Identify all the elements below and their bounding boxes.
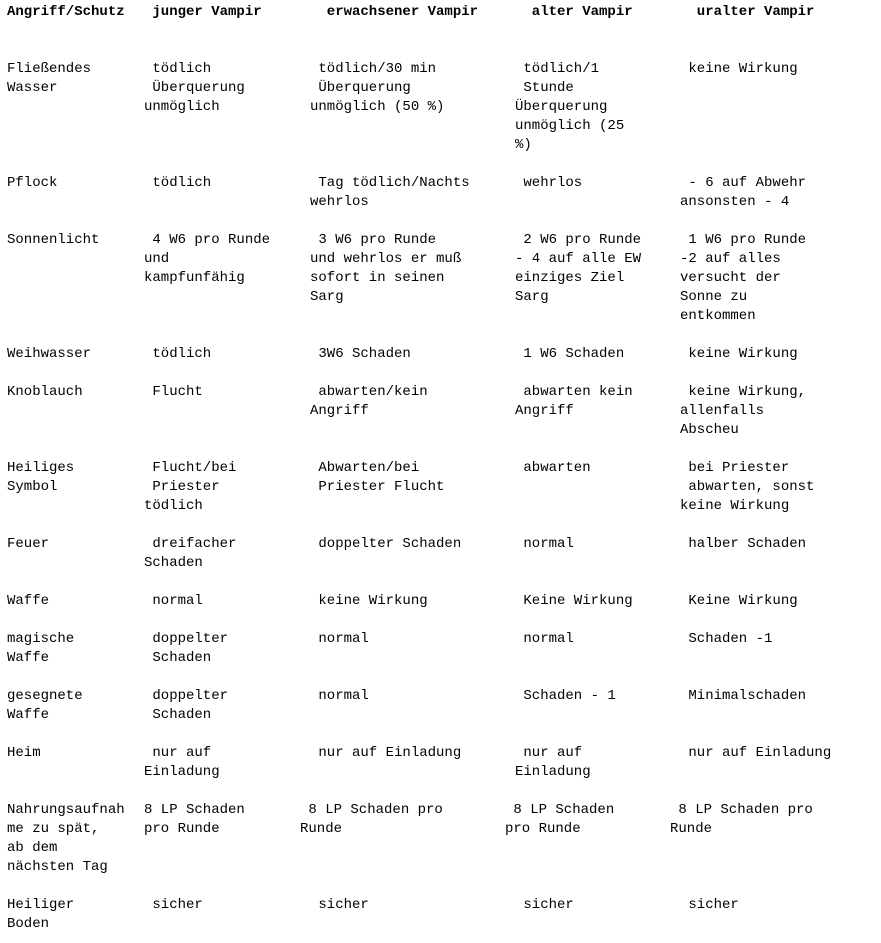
table-cell: normal: [515, 631, 574, 647]
row-label: Feuer: [7, 536, 50, 552]
row-label: Heiliger Boden: [7, 897, 75, 932]
table-cell: Tag tödlich/Nachts wehrlos: [310, 175, 470, 210]
table-cell: Abwarten/bei Priester Flucht: [318, 460, 445, 495]
table-cell: Flucht/bei Priester tödlich: [144, 460, 237, 514]
table-cell: 3 W6 pro Runde und wehrlos er muß sofort in seinen Sarg: [310, 232, 462, 305]
table-cell: Minimalschaden: [680, 688, 807, 704]
header-cell-adult-vampire: erwachsener Vampir: [310, 4, 479, 20]
table-cell: Schaden -1: [680, 631, 773, 647]
table-cell: 3W6 Schaden: [310, 346, 411, 362]
table-cell: Keine Wirkung: [515, 593, 633, 609]
table-cell: nur auf Einladung: [310, 745, 462, 761]
table-cell: 8 LP Schaden pro Runde: [505, 802, 615, 837]
table-cell: normal: [144, 593, 203, 609]
table-cell: sicher: [310, 897, 369, 913]
row-label: Heim: [7, 745, 41, 761]
row-label: Heiliges Symbol: [7, 460, 75, 495]
table-cell: tödlich/30 min Überquerung unmöglich (50 %): [310, 61, 445, 115]
table-cell: 8 LP Schaden pro Runde: [300, 802, 443, 837]
table-cell: normal: [515, 536, 574, 552]
table-cell: sicher: [515, 897, 574, 913]
table-cell: sicher: [144, 897, 203, 913]
header-cell-old-vampire: alter Vampir: [515, 4, 633, 20]
header-cell-attack: Angriff/Schutz: [7, 4, 125, 20]
table-cell: Flucht: [144, 384, 203, 400]
table-cell: keine Wirkung: [680, 61, 798, 77]
table-cell: doppelter Schaden: [310, 536, 462, 552]
table-cell: normal: [310, 631, 369, 647]
row-label: Pflock: [7, 175, 58, 191]
table-cell: nur auf Einladung: [515, 745, 591, 780]
table-cell: 1 W6 Schaden: [515, 346, 625, 362]
table-cell: halber Schaden: [680, 536, 807, 552]
table-cell: nur auf Einladung: [144, 745, 220, 780]
table-cell: Schaden - 1: [515, 688, 616, 704]
table-cell: doppelter Schaden: [152, 631, 229, 666]
row-label: Knoblauch: [7, 384, 83, 400]
table-cell: keine Wirkung: [310, 593, 428, 609]
table-cell: nur auf Einladung: [680, 745, 832, 761]
table-cell: 1 W6 pro Runde -2 auf alles versucht der Sonne zu entkommen: [680, 232, 807, 324]
table-cell: Keine Wirkung: [680, 593, 798, 609]
table-cell: dreifacher Schaden: [144, 536, 237, 571]
row-label: Fließendes Wasser: [7, 61, 92, 96]
table-cell: keine Wirkung, allenfalls Abscheu: [680, 384, 807, 438]
table-cell: keine Wirkung: [680, 346, 798, 362]
table-cell: doppelter Schaden: [152, 688, 229, 723]
table-cell: sicher: [680, 897, 739, 913]
table-cell: 8 LP Schaden pro Runde: [670, 802, 813, 837]
table-cell: abwarten: [515, 460, 591, 476]
table-cell: normal: [310, 688, 369, 704]
table-cell: tödlich/1 Stunde Überquerung unmöglich (25 %): [515, 61, 625, 153]
table-cell: 8 LP Schaden pro Runde: [144, 802, 245, 837]
table-cell: abwarten kein Angriff: [515, 384, 633, 419]
table-cell: 4 W6 pro Runde und kampfunfähig: [144, 232, 271, 286]
table-cell: abwarten/kein Angriff: [310, 384, 428, 419]
table-cell: tödlich: [144, 346, 212, 362]
row-label: magische Waffe: [7, 631, 75, 666]
table-cell: tödlich Überquerung unmöglich: [144, 61, 245, 115]
header-cell-young-vampire: junger Vampir: [144, 4, 262, 20]
header-cell-ancient-vampire: uralter Vampir: [680, 4, 815, 20]
row-label: Weihwasser: [7, 346, 92, 362]
row-label: Waffe: [7, 593, 50, 609]
row-label: gesegnete Waffe: [7, 688, 83, 723]
table-cell: - 6 auf Abwehr ansonsten - 4: [680, 175, 807, 210]
table-cell: 2 W6 pro Runde - 4 auf alle EW einziges Ziel Sarg: [515, 232, 642, 305]
row-label: Sonnenlicht: [7, 232, 100, 248]
table-cell: tödlich: [144, 175, 212, 191]
table-cell: bei Priester abwarten, sonst keine Wirkung: [680, 460, 815, 514]
table-cell: wehrlos: [515, 175, 583, 191]
row-label: Nahrungsaufnah me zu spät, ab dem nächsten Tag: [7, 802, 125, 875]
